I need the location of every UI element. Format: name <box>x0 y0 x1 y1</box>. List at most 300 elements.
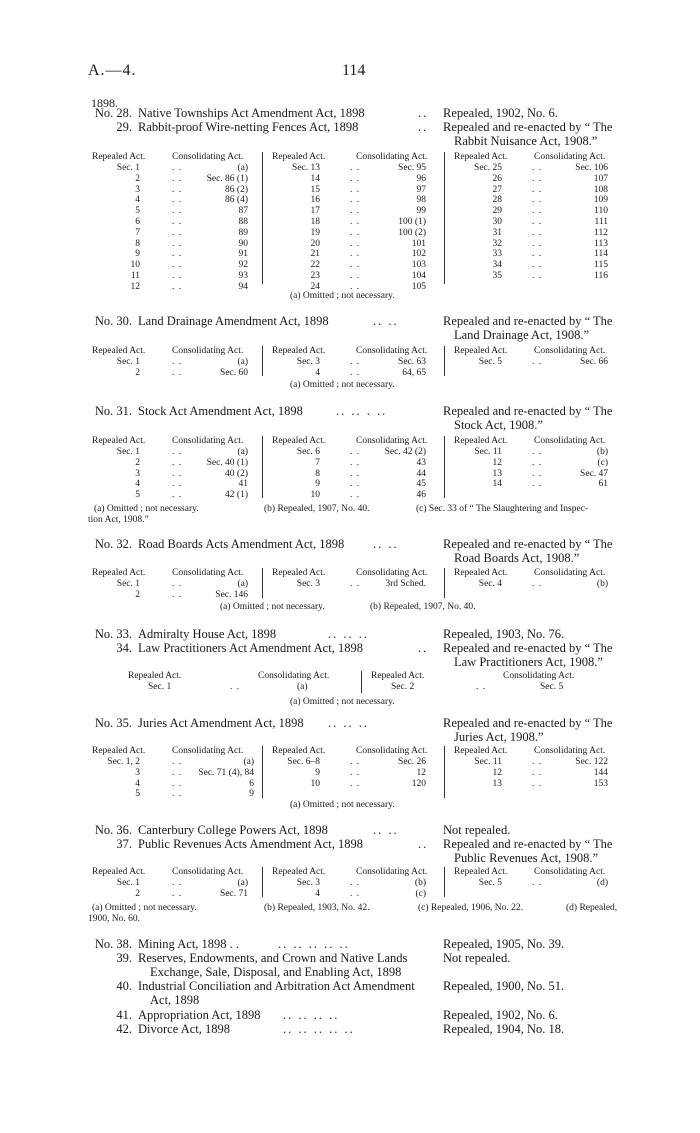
table-cell: 13 <box>492 468 502 479</box>
table-cell: 32 <box>492 238 502 249</box>
act-title: Reserves, Endowments, and Crown and Native Lands Exchange, Sale, Disposal, and Enabling Act, 1898 <box>138 951 408 979</box>
table-cell: 101 <box>411 238 426 249</box>
column-header: Consolidating Act. <box>172 867 244 877</box>
table-cell: Sec. 1 <box>116 357 140 367</box>
consolidating-sections <box>370 878 426 900</box>
consolidating-sections <box>370 757 426 789</box>
leader-dot: . . <box>350 367 361 378</box>
table-cell: (a) <box>243 757 254 767</box>
act-number: No. 36. <box>94 823 132 837</box>
document-reference: A.—4. <box>88 62 137 79</box>
table-cell: 115 <box>594 260 608 271</box>
table-cell: Sec. 146 <box>215 589 248 600</box>
leader-dot: . . <box>532 479 543 490</box>
table-cell: 42 (1) <box>225 490 248 501</box>
leader-dot: . . <box>172 184 183 195</box>
leader-dot: . . <box>172 206 183 217</box>
footnote-b: (b) Repealed, 1903, No. 42. <box>264 903 370 913</box>
table-cell: Sec. 1 <box>116 878 140 888</box>
consolidating-sections <box>192 163 248 293</box>
table-cell: 7 <box>315 457 320 468</box>
leader-dot: . . <box>350 778 361 789</box>
table-cell: 8 <box>315 468 320 479</box>
act-title: Road Boards Acts Amendment Act, 1898 <box>138 537 345 551</box>
table-cell: Sec. 3 <box>296 357 320 367</box>
leader-dot: . . <box>350 206 361 217</box>
leader-dots: .. .. .. <box>328 627 369 641</box>
repealed-sections <box>268 878 320 900</box>
repealed-sections <box>450 878 502 889</box>
leader-dots <box>532 579 542 590</box>
column-header: Consolidating Act. <box>356 746 428 756</box>
table-cell: Sec. 71 <box>220 888 248 899</box>
leader-dot: . . <box>532 163 543 173</box>
table-cell: 2 <box>135 888 140 899</box>
consolidating-sections <box>184 757 254 800</box>
column-header: Repealed Act. <box>454 346 508 356</box>
table-cell: 91 <box>238 249 248 260</box>
table-cell: 144 <box>593 767 608 778</box>
table-cell: 98 <box>416 195 426 206</box>
act-number: 39. <box>116 951 132 965</box>
column-header: Consolidating Act. <box>172 152 244 162</box>
table-cell: 12 <box>492 767 502 778</box>
column-header: Repealed Act. <box>454 568 508 578</box>
consolidating-sections <box>370 579 426 590</box>
table-cell: 43 <box>416 457 426 468</box>
column-header: Repealed Act. <box>272 152 326 162</box>
table-cell: Sec. 95 <box>398 163 426 173</box>
table-cell: 4 <box>135 479 140 490</box>
act-status: Not repealed. <box>443 951 511 965</box>
leader-dots <box>350 579 360 590</box>
leader-dots: .. .. .. .. .. <box>278 937 350 951</box>
table-cell: 10 <box>310 778 320 789</box>
leader-dots: .. .. . .. <box>336 404 388 418</box>
repealed-sections <box>268 163 320 293</box>
table-cell: 2 <box>135 367 140 378</box>
table-cell: (c) <box>597 457 608 468</box>
act-title: Stock Act Amendment Act, 1898 <box>138 404 303 418</box>
leader-dot: . . <box>532 270 543 281</box>
table-cell: 100 (2) <box>398 227 426 238</box>
consolidating-sections <box>552 579 608 590</box>
leader-dot: . . <box>350 888 361 899</box>
table-cell: 23 <box>310 270 320 281</box>
table-cell: 14 <box>492 479 502 490</box>
column-rule <box>262 867 263 897</box>
table-cell: Sec. 3 <box>296 878 320 888</box>
concordance-table-29 <box>88 152 628 292</box>
column-header: Repealed Act. <box>272 436 326 446</box>
leader-dot: . . <box>532 447 543 457</box>
table-footnotes <box>88 602 638 614</box>
consolidating-sections <box>552 447 608 490</box>
footnote-a: (a) Omitted ; not necessary. <box>92 903 197 913</box>
footnote-b: (b) Repealed, 1907, No. 40. <box>370 602 476 612</box>
leader-dot: . . <box>350 184 361 195</box>
table-cell: 93 <box>238 270 248 281</box>
footnote-d-cont: 1900, No. 60. <box>88 914 140 924</box>
leader-dot: . . <box>172 173 183 184</box>
act-title: Law Practitioners Act Amendment Act, 1898 <box>138 641 363 655</box>
leader-dot: . . <box>172 163 183 173</box>
table-cell: 29 <box>492 206 502 217</box>
table-cell: 3 <box>135 184 140 195</box>
leader-dot: . . <box>350 447 361 457</box>
act-title: Land Drainage Amendment Act, 1898 <box>138 314 329 328</box>
column-header: Consolidating Act. <box>356 436 428 446</box>
repealed-sections <box>88 163 140 293</box>
consolidating-sections <box>552 878 608 889</box>
leader-dot: . . <box>350 490 361 501</box>
table-cell: Sec. 6 <box>296 447 320 457</box>
table-cell: Sec. 106 <box>575 163 608 173</box>
table-cell: Sec. 13 <box>292 163 320 173</box>
act-status: Repealed and re-enacted by “ The Public Revenues Act, 1908.” <box>443 837 613 865</box>
leader-dot: . . <box>532 579 543 589</box>
leader-dots: .. .. .. .. <box>283 1008 340 1022</box>
act-status: Repealed and re-enacted by “ The Road Boards Act, 1908.” <box>443 537 613 565</box>
table-cell: 3 <box>135 767 140 778</box>
leader-dot: . . <box>172 260 183 271</box>
table-cell: 5 <box>135 206 140 217</box>
act-number: No. 38. <box>94 937 132 951</box>
table-cell: Sec. 26 <box>398 757 426 767</box>
leader-dot: . . <box>350 281 361 292</box>
consolidating-sections <box>192 447 248 501</box>
leader-dot: . . <box>172 479 183 490</box>
leader-dot: . . <box>350 357 361 367</box>
table-cell: 6 <box>135 216 140 227</box>
table-cell: 113 <box>594 238 608 249</box>
leader-dot: . . <box>532 249 543 260</box>
leader-dot: . . <box>350 270 361 281</box>
table-cell: 94 <box>238 281 248 292</box>
act-title: Industrial Conciliation and Arbitration Act Amendment Act, 1898 <box>138 979 415 1007</box>
column-header: Consolidating Act. <box>172 746 244 756</box>
table-cell: (a) <box>237 357 248 367</box>
act-status: Repealed and re-enacted by “ The Juries Act, 1908.” <box>443 716 613 744</box>
table-cell: 89 <box>238 227 248 238</box>
table-cell: 45 <box>416 479 426 490</box>
leader-dot: . . <box>350 173 361 184</box>
act-number: No. 28. <box>94 106 132 120</box>
table-cell: 6 <box>249 778 254 789</box>
leader-dots <box>350 447 360 501</box>
column-header: Repealed Act. <box>92 436 146 446</box>
leader-dot: . . <box>172 216 183 227</box>
repealed-sections <box>268 579 320 590</box>
column-header: Repealed Act. <box>272 568 326 578</box>
column-header: Consolidating Act. <box>503 671 575 681</box>
column-rule <box>361 671 362 693</box>
act-title: Juries Act Amendment Act, 1898 <box>138 716 304 730</box>
footnote-a: (a) Omitted ; not necessary. <box>220 602 325 612</box>
leader-dot: . . <box>532 173 543 184</box>
consolidating-sections <box>552 757 608 789</box>
leader-dot: . . <box>350 757 361 767</box>
table-cell: 9 <box>249 789 254 800</box>
table-cell: 12 <box>130 281 140 292</box>
act-status: Repealed and re-enacted by “ The Law Practitioners Act, 1908.” <box>443 641 613 669</box>
column-rule <box>444 568 445 598</box>
repealed-sections <box>268 447 320 501</box>
repealed-sections <box>88 447 140 501</box>
column-header: Repealed Act. <box>272 867 326 877</box>
leader-dots <box>172 357 182 379</box>
table-cell: Sec. 11 <box>474 447 502 457</box>
act-number: 41. <box>116 1008 132 1022</box>
table-cell: 2 <box>135 173 140 184</box>
column-header: Consolidating Act. <box>172 568 244 578</box>
column-header: Repealed Act. <box>272 746 326 756</box>
leader-dots <box>350 878 360 900</box>
leader-dot: . . <box>532 757 543 767</box>
column-rule <box>444 867 445 897</box>
leader-dots <box>532 757 542 789</box>
leader-dot: . . <box>350 457 361 468</box>
table-cell: 102 <box>411 249 426 260</box>
column-header: Consolidating Act. <box>534 436 606 446</box>
leader-dot: . . <box>172 589 183 600</box>
act-title: Rabbit-proof Wire-netting Fences Act, 1898 <box>138 120 359 134</box>
concordance-table-30 <box>88 346 628 380</box>
column-rule <box>262 152 263 284</box>
table-cell: 64, 65 <box>402 367 426 378</box>
table-cell: 15 <box>310 184 320 195</box>
column-header: Consolidating Act. <box>172 346 244 356</box>
act-status: Repealed and re-enacted by “ The Land Drainage Act, 1908.” <box>443 314 613 342</box>
leader-dot: . . <box>172 888 183 899</box>
table-cell: 114 <box>594 249 608 260</box>
table-cell: 31 <box>492 227 502 238</box>
column-header: Repealed Act. <box>272 346 326 356</box>
table-cell: 5 <box>135 490 140 501</box>
leader-dot: . . <box>350 479 361 490</box>
column-header: Consolidating Act. <box>172 436 244 446</box>
leader-dots <box>532 357 542 368</box>
column-rule <box>262 568 263 598</box>
table-cell: 99 <box>416 206 426 217</box>
table-cell: 18 <box>310 216 320 227</box>
table-cell: 34 <box>492 260 502 271</box>
table-cell: 120 <box>411 778 426 789</box>
year-label: 1898. <box>91 96 118 110</box>
table-cell: (a) <box>237 878 248 888</box>
leader-dot: . . <box>172 281 183 292</box>
table-cell: 100 (1) <box>398 216 426 227</box>
repealed-sections <box>88 357 140 379</box>
act-status: Repealed, 1902, No. 6. <box>443 1008 558 1022</box>
table-cell: 9 <box>135 249 140 260</box>
act-number: No. 31. <box>94 404 132 418</box>
table-cell: 104 <box>411 270 426 281</box>
act-number: 42. <box>116 1022 132 1036</box>
table-cell: 12 <box>416 767 426 778</box>
concordance-table-34 <box>88 671 628 693</box>
leader-dots: .. .. <box>373 314 399 328</box>
table-cell: 4 <box>315 367 320 378</box>
table-cell: Sec. 5 <box>478 357 502 367</box>
footnote-c-cont: tion Act, 1908.” <box>88 515 149 525</box>
column-header: Repealed Act. <box>454 867 508 877</box>
leader-dot: . . <box>172 249 183 260</box>
table-cell: 86 (2) <box>225 184 248 195</box>
column-rule <box>262 346 263 376</box>
leader-dot: . . <box>172 367 183 378</box>
act-title: Public Revenues Acts Amendment Act, 1898 <box>138 837 363 851</box>
table-cell: 41 <box>238 479 248 490</box>
repealed-section: Sec. 1 <box>148 682 172 692</box>
table-cell: 3 <box>135 468 140 479</box>
act-number: 34. <box>116 641 132 655</box>
table-cell: 2 <box>135 589 140 600</box>
table-cell: 90 <box>238 238 248 249</box>
leader-dot: . . <box>532 468 543 479</box>
leader-dots: .. .. .. <box>328 716 369 730</box>
table-cell: 16 <box>310 195 320 206</box>
repealed-sections <box>450 579 502 590</box>
table-footnote: (a) Omitted ; not necessary. <box>290 291 395 301</box>
table-cell: 105 <box>411 281 426 292</box>
act-title: Canterbury College Powers Act, 1898 <box>138 823 328 837</box>
act-number: No. 35. <box>94 716 132 730</box>
table-cell: Sec. 71 (4), 84 <box>198 767 254 778</box>
act-status: Repealed, 1904, No. 18. <box>443 1022 565 1036</box>
act-title: Divorce Act, 1898 <box>138 1022 230 1036</box>
table-cell: 112 <box>594 227 608 238</box>
table-cell: Sec. 1 <box>116 447 140 457</box>
leader-dot: . . <box>532 878 543 888</box>
table-cell: Sec. 25 <box>474 163 502 173</box>
table-cell: 107 <box>593 173 608 184</box>
table-cell: 17 <box>310 206 320 217</box>
table-cell: 4 <box>315 888 320 899</box>
table-cell: 2 <box>135 457 140 468</box>
table-cell: 10 <box>310 490 320 501</box>
act-number: 29. <box>116 120 132 134</box>
table-cell: 7 <box>135 227 140 238</box>
column-header: Repealed Act. <box>92 746 146 756</box>
act-title: Appropriation Act, 1898 <box>138 1008 261 1022</box>
act-status: Repealed, 1905, No. 39. <box>443 937 565 951</box>
act-number: No. 32. <box>94 537 132 551</box>
column-rule <box>444 346 445 376</box>
table-cell: Sec. 11 <box>474 757 502 767</box>
table-cell: 28 <box>492 195 502 206</box>
leader-dot: . . <box>172 227 183 238</box>
act-title: Mining Act, 1898 . . <box>138 937 240 951</box>
table-cell: 12 <box>492 457 502 468</box>
page-number: 114 <box>342 62 366 79</box>
table-cell: 111 <box>594 216 608 227</box>
table-cell: 87 <box>238 206 248 217</box>
leader-dot: . . <box>172 357 183 367</box>
repealed-sections <box>268 357 320 379</box>
leader-dot: . . <box>532 216 543 227</box>
table-cell: 44 <box>416 468 426 479</box>
act-status: Repealed, 1900, No. 51. <box>443 979 565 993</box>
table-footnote: (a) Omitted ; not necessary. <box>290 380 395 390</box>
column-header: Repealed Act. <box>92 152 146 162</box>
column-header: Consolidating Act. <box>258 671 330 681</box>
table-cell: (d) <box>596 878 608 888</box>
table-cell: Sec. 60 <box>220 367 248 378</box>
footnote-b: (b) Repealed, 1907, No. 40. <box>264 504 370 514</box>
act-number: No. 33. <box>94 627 132 641</box>
table-cell: (a) <box>237 163 248 173</box>
table-cell: 4 <box>135 778 140 789</box>
table-cell: Sec. 4 <box>478 579 502 589</box>
leader-dot: . . <box>172 457 183 468</box>
leader-dot: . . <box>172 270 183 281</box>
table-cell: 4 <box>135 195 140 206</box>
column-header: Repealed Act. <box>128 671 182 681</box>
column-header: Repealed Act. <box>371 671 425 681</box>
table-cell: 61 <box>598 479 608 490</box>
table-cell: Sec. 47 <box>580 468 608 479</box>
table-cell: Sec. 1 <box>116 579 140 589</box>
concordance-table-31 <box>88 436 628 501</box>
column-header: Repealed Act. <box>454 746 508 756</box>
leader-dot: . . <box>172 195 183 206</box>
leader-dot: . . <box>532 457 543 468</box>
table-cell: 10 <box>130 260 140 271</box>
leader-dots <box>350 357 360 379</box>
column-header: Consolidating Act. <box>356 152 428 162</box>
table-cell: 35 <box>492 270 502 281</box>
table-cell: 88 <box>238 216 248 227</box>
column-header: Repealed Act. <box>92 346 146 356</box>
table-cell: 9 <box>315 479 320 490</box>
leader-dot: . . <box>350 163 361 173</box>
table-cell: Sec. 1 <box>116 163 140 173</box>
leader-dot: . . <box>172 789 183 800</box>
repealed-sections <box>450 163 502 282</box>
leader-dot: . . <box>350 195 361 206</box>
leader-dot: . . <box>172 878 183 888</box>
leader-dot: . . <box>172 778 183 789</box>
table-cell: 92 <box>238 260 248 271</box>
column-rule <box>444 436 445 498</box>
act-status: Repealed, 1902, No. 6. <box>443 106 558 120</box>
column-header: Consolidating Act. <box>356 346 428 356</box>
leader-dot: . . <box>230 682 241 692</box>
repealed-sections <box>88 757 140 800</box>
leader-dots <box>532 447 542 490</box>
table-cell: 13 <box>492 778 502 789</box>
consolidating-section: (a) <box>297 682 308 692</box>
leader-dots: .. <box>418 641 429 655</box>
table-cell: 33 <box>492 249 502 260</box>
table-cell: Sec. 86 (1) <box>206 173 248 184</box>
leader-dots <box>476 682 486 693</box>
act-status: Repealed, 1903, No. 76. <box>443 627 565 641</box>
concordance-table-35 <box>88 746 628 798</box>
table-cell: Sec. 5 <box>478 878 502 888</box>
column-header: Consolidating Act. <box>534 152 606 162</box>
column-rule <box>444 152 445 284</box>
table-cell: 46 <box>416 490 426 501</box>
consolidating-sections <box>552 163 608 282</box>
leader-dots <box>532 878 542 889</box>
leader-dot: . . <box>350 579 361 589</box>
consolidating-sections <box>192 579 248 601</box>
column-header: Consolidating Act. <box>534 346 606 356</box>
repealed-sections <box>88 878 140 900</box>
table-cell: (b) <box>596 447 608 457</box>
